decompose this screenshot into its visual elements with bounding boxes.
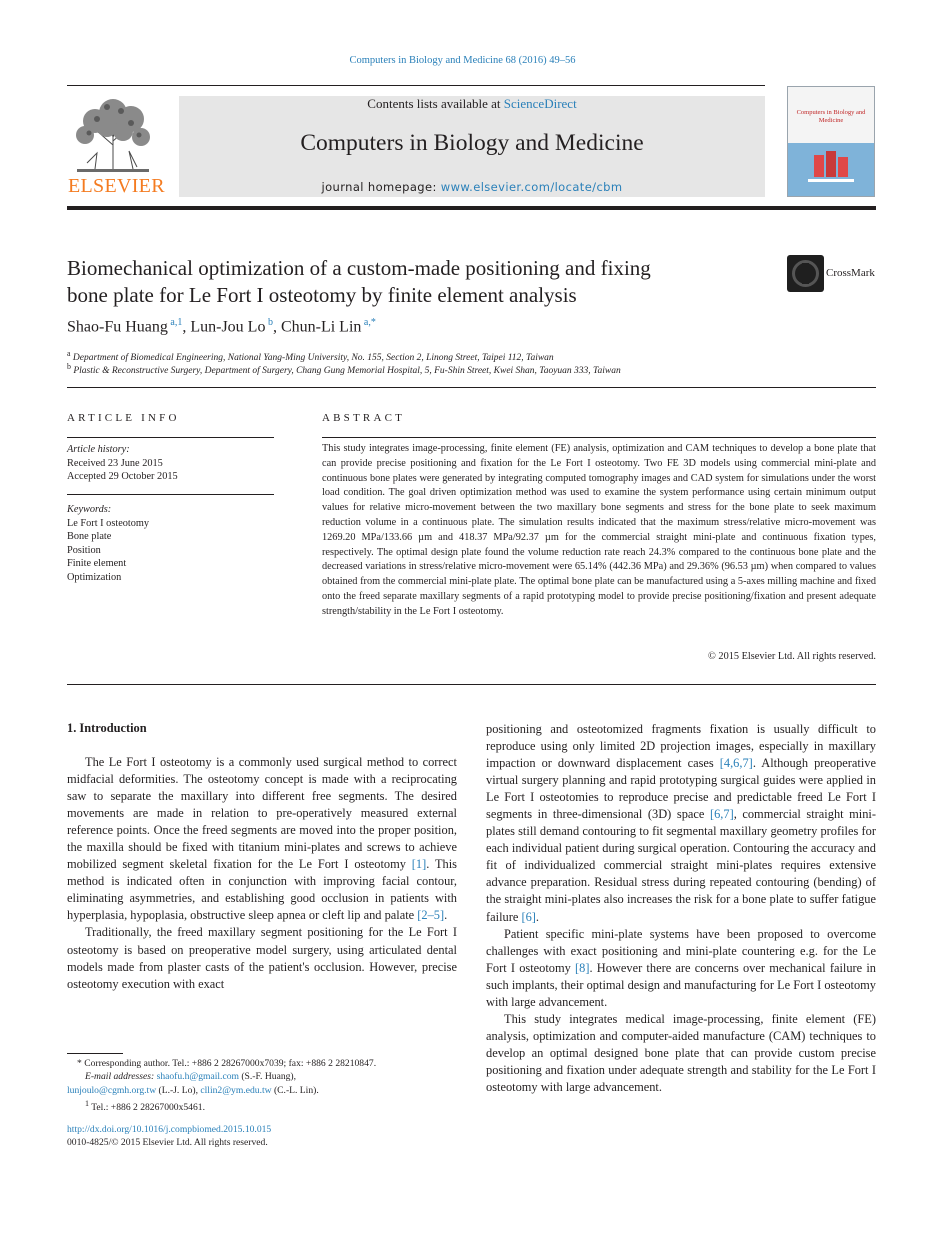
article-title [67,255,767,309]
contents-prefix: Contents lists available at [367,96,504,111]
author-affiliation-mark[interactable]: a,* [363,317,376,328]
divider [67,387,876,388]
reference-link[interactable]: [6,7] [709,807,734,822]
journal-title: Computers in Biology and Medicine [300,130,644,156]
received-date: Received 23 June 2015 [67,457,163,469]
homepage-label: journal homepage: [321,180,441,194]
elsevier-logo[interactable] [67,93,165,197]
email-owner: (L.-J. Lo), [156,1084,201,1096]
journal-homepage [179,180,765,194]
left-column [67,754,457,993]
header-top-rule [67,85,765,86]
reference-link[interactable]: [4,6,7] [719,756,753,771]
paragraph-text: . This method is indicated often in conjunction with improving facial contour, eliminating asymmetries, and establishing good occlusion in patients with hyperplasia, hypoplasia, obstructive sleep apnea or cleft lip and palate [67,857,458,923]
author-list: Shao-Fu Huang $^{a,1}$, Lun-Jou Lo $^b$, Chun-Li Lin $^{a,*}$ [67,317,376,336]
tel-note [67,1097,467,1115]
keyword: Position [67,544,101,556]
paragraph-text: The Le Fort I osteotomy is a commonly used surgical method to correct midfacial deformities. The osteotomy concept is made with a reciprocating saw to separate the maxillary into different free segments. The desired movements are made in relation to pre-operatively measured external reference points. Once the freed segments are moved into the proper position, the maxilla should be fixed with titanium mini-plates and screws to achieve mobilized segment skeletal fixation for the Le Fort I osteotomy [67,755,457,872]
title-line-2: bone plate for Le Fort I osteotomy by finite element analysis [67,283,577,307]
header-thick-rule [67,206,876,210]
abstract-heading: ABSTRACT [322,412,406,424]
author-affiliation-mark[interactable]: a,1 [170,317,183,328]
contents-line [179,96,765,112]
publisher-wordmark: ELSEVIER [68,175,165,197]
sciencedirect-link[interactable]: ScienceDirect [503,96,577,111]
reference-link[interactable]: [8] [575,960,590,975]
cover-title: Computers in Biology and Medicine [796,109,866,124]
history-label: Article history: [67,444,130,455]
paragraph-text: . However there are concerns over mechanical failure in such implants, their optimal design and manufacturing for Le Fort I osteotomy with large advancement. [486,960,876,1009]
keywords-label: Keywords: [67,504,112,515]
abstract-copyright: © 2015 Elsevier Ltd. All rights reserved. [708,651,876,662]
doi-block [67,1123,467,1150]
elsevier-tree-icon [67,93,159,173]
crossmark-icon [787,255,824,292]
paragraph: The Le Fort I osteotomy is a commonly used surgical method to correct midfacial deformities. The osteotomy concept is made with a reciprocating saw to separate the maxillary into different free segments. The desired movements are made in relation to pre-operatively measured external reference points. Once the freed segments are moved into the proper position, the maxilla should be fixed with titanium mini-plates and screws to achieve mobilized segment skeletal fixation for the Le Fort I osteotomy [1]. This method is indicated often in conjunction with improving facial contour, eliminating asymmetries, and establishing good occlusion in patients with hyperplasia, hypoplasia, obstructive sleep apnea or cleft lip and palate [2–5]. [67,755,458,923]
keywords-block [67,503,274,584]
reference-link[interactable]: [6] [521,909,536,924]
affiliation-mark: b [67,362,71,371]
affiliation [67,362,867,376]
paragraph: Traditionally, the freed maxillary segment positioning for the Le Fort I osteotomy is based on preoperative model surgery, using articulated dental models made from plaster casts of the patient's occlusion. However, precise osteotomy execution with exact [67,925,457,991]
keyword: Bone plate [67,531,112,542]
keyword: Optimization [67,571,122,583]
issn-line: 0010-4825/© 2015 Elsevier Ltd. All rights reserved. [67,1137,268,1149]
paragraph-text: Patient specific mini-plate systems have been proposed to overcome challenges with exact positioning and mini-plate countering e.g. for the Le Fort I osteotomy [486,926,876,975]
email-line [67,1070,467,1083]
homepage-link[interactable]: www.elsevier.com/locate/cbm [440,180,623,194]
reference-link[interactable]: [1] [411,857,427,872]
doi-link[interactable]: http://dx.doi.org/10.1016/j.compbiomed.2015.10.015 [67,1124,272,1135]
paragraph [486,926,876,1011]
keyword: Le Fort I osteotomy [67,517,150,529]
article-info-heading: ARTICLE INFO [67,412,180,424]
affiliation-mark: a [67,349,71,358]
email-link[interactable]: lunjoulo@cgmh.org.tw [67,1084,157,1096]
crossmark-badge[interactable] [787,255,879,293]
divider [67,437,274,438]
author-name[interactable]: Lun-Jou Lo [190,318,266,336]
journal-banner [179,96,765,197]
paragraph-text: . Although preoperative virtual surgery planning and rapid prototyping surgical guides were applied in Le Fort I osteotomies to reproduce precise and predictable freed Le Fort I segments in three-dimensional (3D) space [486,756,876,822]
divider [67,684,876,685]
paragraph: This study integrates medical image-processing, finite element (FE) analysis, optimization and computer-aided manufacture (CAM) techniques to develop an optimal designed bone plate that can provide custom precise positioning and fixation under adequate strength and stability for the Le Fort I osteotomy with large advancement. [486,1011,876,1094]
reference-link[interactable]: [2–5] [417,908,445,923]
author-name[interactable]: Shao-Fu Huang [67,318,168,336]
affiliation-text: Department of Biomedical Engineering, National Yang-Ming University, No. 155, Section 2, Linong Street, Taipei 112, Taiwan [72,353,554,364]
right-column [486,721,876,1096]
accepted-date: Accepted 29 October 2015 [67,471,178,482]
author-name[interactable]: Chun-Li Lin [280,318,362,336]
paragraph-text: , commercial straight mini-plates still demand contouring to fit segmental maxillary geometry profiles for each individual patient during surgical operation. Contouring the accuracy and fit of individualized commercial straight mini-plates requires extensive advance preparation. Residual stress during repeated contouring (bending) of the straight mini-plates also increases the risk for a bone plate to suffer fatigue failure [486,807,876,924]
divider [67,494,274,495]
section-heading: 1. Introduction [67,721,147,735]
journal-citation[interactable]: Computers in Biology and Medicine 68 (2016) 49–56 [349,55,576,66]
title-line-1: Biomechanical optimization of a custom-made positioning and fixing [67,256,651,280]
email-owner: (S.-F. Huang), [238,1071,297,1083]
paragraph-text: positioning and osteotomized fragments fixation is usually difficult to reproduce using only limited 2D projection images, especially in maxillary impaction or downward displacement cases [486,722,876,771]
divider [322,437,876,438]
corresponding-author-note: * Corresponding author. Tel.: +886 2 28267000x7039; fax: +886 2 28210847. [77,1058,377,1069]
cover-graphic-icon [788,143,874,197]
email-link[interactable]: shaofu.h@gmail.com [156,1071,239,1083]
email-owner: (C.-L. Lin). [271,1084,319,1096]
article-history [67,443,274,484]
footnotes [67,1057,467,1115]
email-label: E-mail addresses: [85,1071,157,1083]
author-affiliation-mark[interactable]: b [267,317,273,328]
footnote-rule [67,1053,123,1054]
cover-bottom [788,143,874,197]
email-line [67,1084,467,1097]
paragraph: positioning and osteotomized fragments fixation is usually difficult to reproduce using only limited 2D projection images, especially in maxillary impaction or downward displacement cases [4,6,7]. Although preoperative virtual surgery planning and rapid prototyping surgical guides were applied in Le Fort I osteotomies to reproduce precise and predictable freed Le Fort I segments in three-dimensional (3D) space [6,7], commercial straight mini-plates still demand contouring to fit segmental maxillary geometry profiles for each individual patient during surgical operation. Contouring the accuracy and fit of individualized commercial straight mini-plates requires extensive advance preparation. Residual stress during repeated contouring (bending) of the straight mini-plates also increases the risk for a bone plate to suffer fatigue failure [6]. [486,722,876,924]
keyword: Finite element [67,558,127,569]
footnote-mark: 1 [85,1099,89,1109]
journal-cover-thumbnail[interactable] [787,86,875,197]
affiliation-text: Plastic & Reconstructive Surgery, Department of Surgery, Chang Gung Memorial Hospital, 5, Fu-Shin Street, Kwei Shan, Taoyuan 333, Taiwan [73,366,621,377]
tel-text: Tel.: +886 2 28267000x5461. [91,1102,205,1114]
crossmark-label: CrossMark [826,267,875,279]
abstract-text: This study integrates image-processing, finite element (FE) analysis, optimization and CAM techniques to develop a bone plate that can provide precise positioning and fixation for the Le Fort I osteotomy. Two FE 3D models using commercial mini-plate and continuous bone plates were generated by integrating computed tomography images and CAD system for simulations under the worst load condition. The goal driven optimization method was used to examine the system performance using certain minimum output values for relative micro-movement between the two maxillary bone segments and stress for the bone plate to seek maximum reduction volume in a continuous plate. The simulation results indicated that the maximum stress/relative micro-movement was 1269.20 MPa/133.66 µm and 418.37 MPa/92.37 µm for the commercial straight mini-plate and continuous fixation types, respectively. The optimal design plate found the volume reduction rate reach 24.3% compared to the continuous bone plate and the decreased variations in stress/relative micro-movement were 65.14% (442.36 MPa) and 29.36% (96.53 µm) when compared to values obtained from the commercial mini-plate plate. The optimal bone plate can be manufactured using a 5-axes milling machine and fixed onto the freed separate maxillary segments of a rapid prototyping model to provide precise positioning/fixation and present adequate strength/stability in the Le Fort I osteotomy. [322,443,876,617]
email-link[interactable]: cllin2@ym.edu.tw [200,1084,272,1096]
